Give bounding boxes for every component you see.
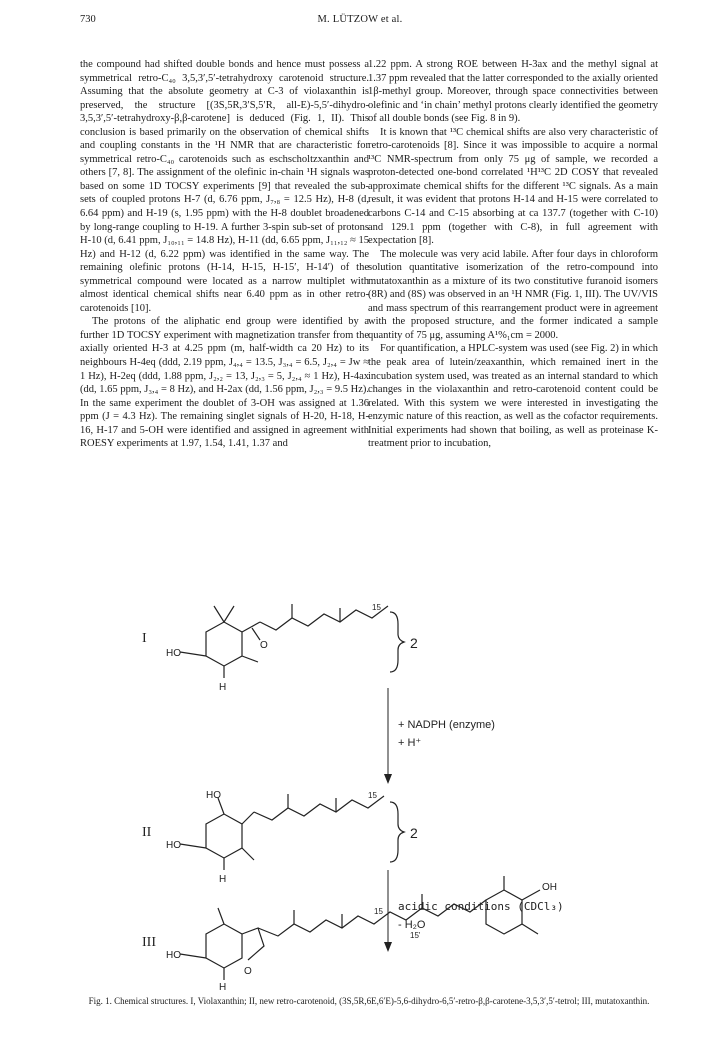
brace: [390, 612, 404, 672]
step2-water-loss: - H₂O: [398, 919, 426, 931]
step1-reagent: + NADPH (enzyme): [398, 719, 495, 731]
o-label: O: [244, 966, 252, 977]
structure-2: [180, 794, 384, 870]
chemical-structures-diagram: [110, 598, 630, 990]
h-label: H: [219, 982, 227, 990]
h-label: H: [219, 682, 227, 693]
c15-label: 15: [368, 791, 377, 800]
step1-proton: + H⁺: [398, 737, 422, 749]
left-column: [80, 58, 369, 451]
arrowhead: [384, 942, 392, 952]
c15-label: 15: [374, 907, 383, 916]
running-head: M. LÜTZOW et al.: [317, 14, 403, 25]
c15-prime-label: 15': [410, 931, 421, 940]
figure-1: [110, 598, 630, 990]
page-number: 730: [80, 14, 96, 25]
h-label: H: [219, 874, 227, 885]
structure-label-3: III: [142, 935, 156, 950]
structure-3: [180, 876, 540, 980]
ho-label: HO: [166, 648, 181, 659]
structure-label-1: I: [142, 631, 147, 646]
ho-label: HO: [166, 950, 181, 961]
paragraph: For quantification, a HPLC-system was used (see Fig. 2) in which the peak area of lutein/zeaxanthin, which remained inert in the incubation system used, was treated as an internal standard to which changes in the violaxanthin and retro-carotenoid content could be related. With this system we were interested in investigating the enzymic nature of this reaction, as well as the cofactor requirements. Initial experiments had shown that boiling, as well as proteinase K-treatment prior to incubation,: [368, 343, 658, 450]
arrowhead: [384, 774, 392, 784]
paragraph: The protons of the aliphatic end group were identified by a further 1D TOCSY experiment with magnetization transfer from the axially oriented H-3 at 4.25 ppm (m, half-width ca 20 Hz) to its neighbours H-4eq (ddd, 2.19 ppm, J₄,₄ = 13.5, J₃,₄ = 6.5, J₂,₄ = Jw ≈ 1 Hz), H-2eq (ddd, 1.88 ppm, J₂,₂ = 13, J₂,₃ = 5, J₂,₄ ≈ 1 Hz), H-4ax (dd, 1.65 ppm, J₃,₄ = 8 Hz), and H-2ax (dd, 1.56 ppm, J₂,₃ = 9.5 Hz). In the same experiment the doublet of 3-OH was assigned at 1.36 ppm (J = 4.3 Hz). The remaining singlet signals of H-20, H-18, H-16, H-17 and 5-OH were identified and assigned in agreement with ROESY experiments at 1.97, 1.54, 1.41, 1.37 and: [80, 316, 369, 450]
ho-label: HO: [166, 840, 181, 851]
structure-1: [180, 604, 388, 678]
symmetry-mark: 2: [410, 825, 418, 841]
paragraph: the compound had shifted double bonds and hence must possess a symmetrical retro-C₄₀ 3,5,3′,5′-tetrahydroxy carotenoid structure. Assuming that the absolute geometry at C-3 of violaxanthin is preserved, the structure [(3S,5R,3′S,5′R, all-E)-5,5′-dihydro-3,5,3′,5′-tetrahydroxy-β,β-carotene] is deduced (Fig. 1, II). This conclusion is based primarily on the observation of chemical shifts and coupling constants in the ¹H NMR that are characteristic for symmetrical retro-C₄₀ carotenoids such as eschscholtzxanthin and others [7, 8]. The assignment of the olefinic in-chain ¹H signals was based on some 1D TOCSY experiments [9] that revealed the sub-sets of coupled protons H-7 (d, 6.76 ppm, J₇,₈ = 12.5 Hz), H-8 (d, 6.64 ppm) and H-19 (s, 1.95 ppm) with the H-8 doublet broadened by long-range coupling to H-19. A further 3-spin sub-set of protons H-10 (d, 6.41 ppm, J₁₀,₁₁ = 14.8 Hz), H-11 (dd, 6.65 ppm, J₁₁,₁₂ ≈ 15 Hz) and H-12 (d, 6.22 ppm) was identified in the same way. The remaining olefinic protons (H-14, H-15, H-15′, H-14′) of the symmetrical compound were located as a narrow multiplet with almost identical chemical shifts near 6.40 ppm as in other retro-carotenoids [10].: [80, 59, 369, 314]
right-column: [368, 58, 658, 451]
step2-conditions: acidic conditions (CDCl₃): [398, 900, 564, 913]
paragraph: The molecule was very acid labile. After four days in chloroform solution quantitative isomerization of the retro-compound into mutatoxanthin as a mixture of its two constitutive furanoid isomers (8R) and (8S) was observed in an ¹H NMR (Fig. 1, III). The UV/VIS and mass spectrum of this rearrangement product were in agreement with the proposed structure, and the former indicated a sample quantity of 75 μg, assuming A¹%₁cm = 2000.: [368, 248, 658, 341]
symmetry-mark: 2: [410, 635, 418, 651]
figure-caption: Fig. 1. Chemical structures. I, Violaxanthin; II, new retro-carotenoid, (3S,5R,6E,6′E)-5,6-dihydro-6,5′-retro-β,β-carotene-3,5,3′,5′-tetrol; III, mutatoxanthin.: [88, 996, 650, 1006]
paragraph: It is known that ¹³C chemical shifts are also very characteristic of retro-carotenoids [8]. Since it was impossible to acquire a normal ¹³C NMR-spectrum from only 75 μg of sample, we recorded a proton-detected one-bond correlated ¹H¹³C 2D COSY that revealed approximate chemical shifts for the different ¹³C signals. As a main result, it was evident that protons H-14 and H-15 were correlated to carbons C-14 and C-15 absorbing at ca 137.7 (together with C-10) and 129.1 ppm (together with C-8), in full agreement with expectation [8].: [368, 126, 658, 247]
brace: [390, 802, 404, 862]
o-label: O: [260, 640, 268, 651]
oh-label: OH: [542, 882, 557, 893]
c15-label: 15: [372, 603, 381, 612]
structure-label-2: II: [142, 825, 152, 840]
ho-label: HO: [206, 790, 221, 801]
paragraph: 1.22 ppm. A strong ROE between H-3ax and the methyl signal at 1.37 ppm revealed that the latter corresponded to the axially oriented 1β-methyl group. Moreover, through space connectivities between olefinic and ‘in chain’ methyl protons clearly identified the geometry of all double bonds (see Fig. 8 in 9).: [368, 59, 658, 125]
